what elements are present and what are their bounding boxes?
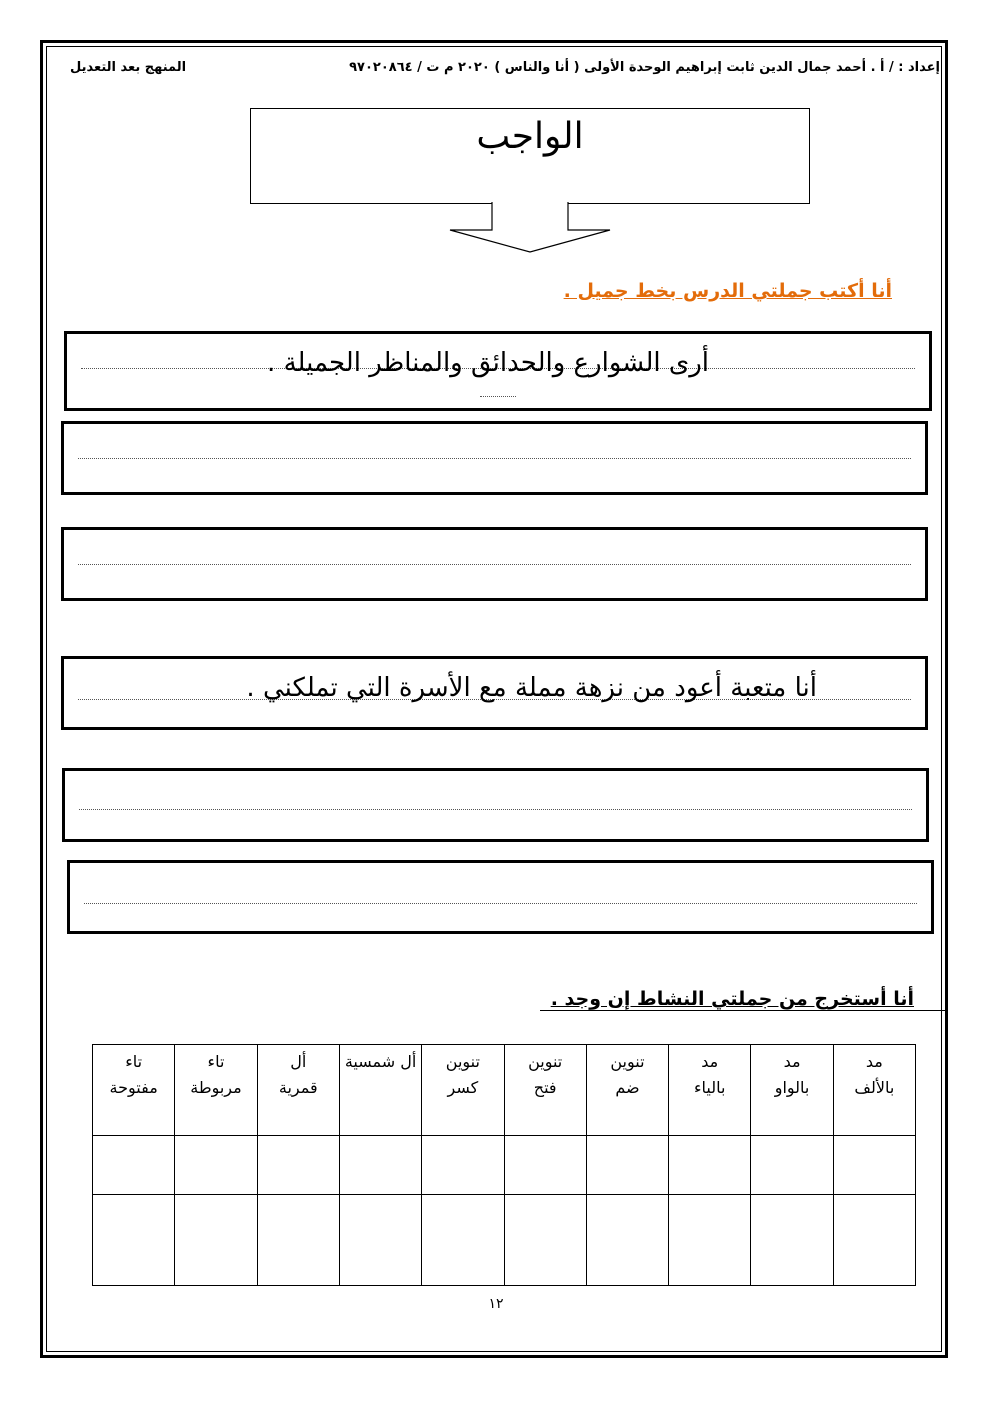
table-row (93, 1136, 916, 1195)
writing-box-3[interactable] (61, 527, 928, 601)
column-header: تاء مربوطة (175, 1045, 257, 1136)
answer-cell[interactable] (422, 1136, 504, 1195)
column-header: مد بالياء (669, 1045, 751, 1136)
answer-cell[interactable] (339, 1136, 421, 1195)
dotted-line (78, 564, 911, 565)
column-header: مد بالواو (751, 1045, 833, 1136)
writing-box-4[interactable] (61, 656, 928, 730)
answer-cell[interactable] (751, 1136, 833, 1195)
column-header: تنوين كسر (422, 1045, 504, 1136)
table-header-row (93, 1045, 916, 1136)
answer-cell[interactable] (504, 1195, 586, 1286)
dotted-line (79, 809, 912, 810)
answer-cell[interactable] (833, 1136, 915, 1195)
page-title: الواجب (476, 116, 584, 157)
column-header: أل شمسية (339, 1045, 421, 1136)
underline-rule (540, 1010, 948, 1011)
answer-cell[interactable] (175, 1136, 257, 1195)
answer-cell[interactable] (257, 1195, 339, 1286)
model-sentence-1: أرى الشوارع والحدائق والمناظر الجميلة . (267, 348, 709, 378)
answer-cell[interactable] (93, 1136, 175, 1195)
answer-cell[interactable] (175, 1195, 257, 1286)
column-header: تنوين ضم (586, 1045, 668, 1136)
answer-cell[interactable] (504, 1136, 586, 1195)
column-header: مد بالألف (833, 1045, 915, 1136)
dotted-line (84, 903, 917, 904)
answer-cell[interactable] (586, 1195, 668, 1286)
header-curriculum-note: المنهج بعد التعديل (70, 60, 187, 75)
answer-cell[interactable] (257, 1136, 339, 1195)
short-dotted-line (480, 396, 516, 397)
answer-cell[interactable] (751, 1195, 833, 1286)
header-author-info: إعداد : / أ . أحمد جمال الدين ثابت إبراهيم الوحدة الأولى ( أنا والناس ) ٢٠٢٠ م ت / ٩٧٠٢٠٨٦٤ (349, 60, 940, 75)
answer-cell[interactable] (93, 1195, 175, 1286)
writing-box-1[interactable] (64, 331, 932, 411)
answer-cell[interactable] (669, 1136, 751, 1195)
writing-box-5[interactable] (62, 768, 929, 842)
column-header: أل قمرية (257, 1045, 339, 1136)
instruction-extract-activity: أنا أستخرج من جملتي النشاط إن وجد . (550, 988, 914, 1010)
page-number: ١٢ (488, 1296, 504, 1312)
activity-table (92, 1044, 916, 1286)
answer-cell[interactable] (669, 1195, 751, 1286)
writing-box-2[interactable] (61, 421, 928, 495)
writing-box-6[interactable] (67, 860, 934, 934)
answer-cell[interactable] (422, 1195, 504, 1286)
column-header: تاء مفتوحة (93, 1045, 175, 1136)
model-sentence-2: أنا متعبة أعود من نزهة مملة مع الأسرة التي تملكني . (246, 673, 817, 703)
dotted-line (78, 458, 911, 459)
instruction-write-sentences: أنا أكتب جملتي الدرس بخط جميل . (563, 280, 892, 302)
answer-cell[interactable] (586, 1136, 668, 1195)
down-arrow-icon (448, 202, 612, 254)
answer-cell[interactable] (339, 1195, 421, 1286)
table-row (93, 1195, 916, 1286)
column-header: تنوين فتح (504, 1045, 586, 1136)
answer-cell[interactable] (833, 1195, 915, 1286)
